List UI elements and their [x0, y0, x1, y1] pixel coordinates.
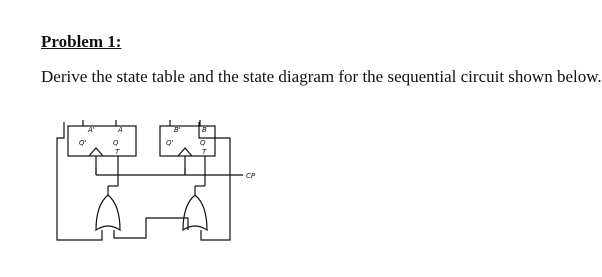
cross-wire	[114, 218, 188, 238]
flipflop-a-clock-pin: T	[115, 148, 120, 156]
flipflop-b-clock-pin: T	[202, 148, 207, 156]
flipflop-b-complement-label: B'	[174, 126, 181, 134]
flipflop-b-true-label: B	[202, 126, 207, 134]
flipflop-a-complement-label: A'	[88, 126, 95, 134]
problem-prompt: Derive the state table and the state diagram for the sequential circuit shown below.	[41, 67, 602, 86]
flipflop-b-qbar-pin: Q'	[166, 139, 174, 147]
flipflop-a-qbar-pin: Q'	[79, 139, 87, 147]
flipflop-a-q-pin: Q	[113, 139, 119, 147]
problem-heading: Problem 1:	[41, 32, 122, 51]
flipflop-b-q-pin: Q	[200, 139, 206, 147]
or-gate-b	[183, 195, 207, 230]
flipflop-a-true-label: A	[118, 126, 123, 134]
or-gate-a	[96, 195, 120, 230]
clock-label: CP	[246, 172, 256, 180]
